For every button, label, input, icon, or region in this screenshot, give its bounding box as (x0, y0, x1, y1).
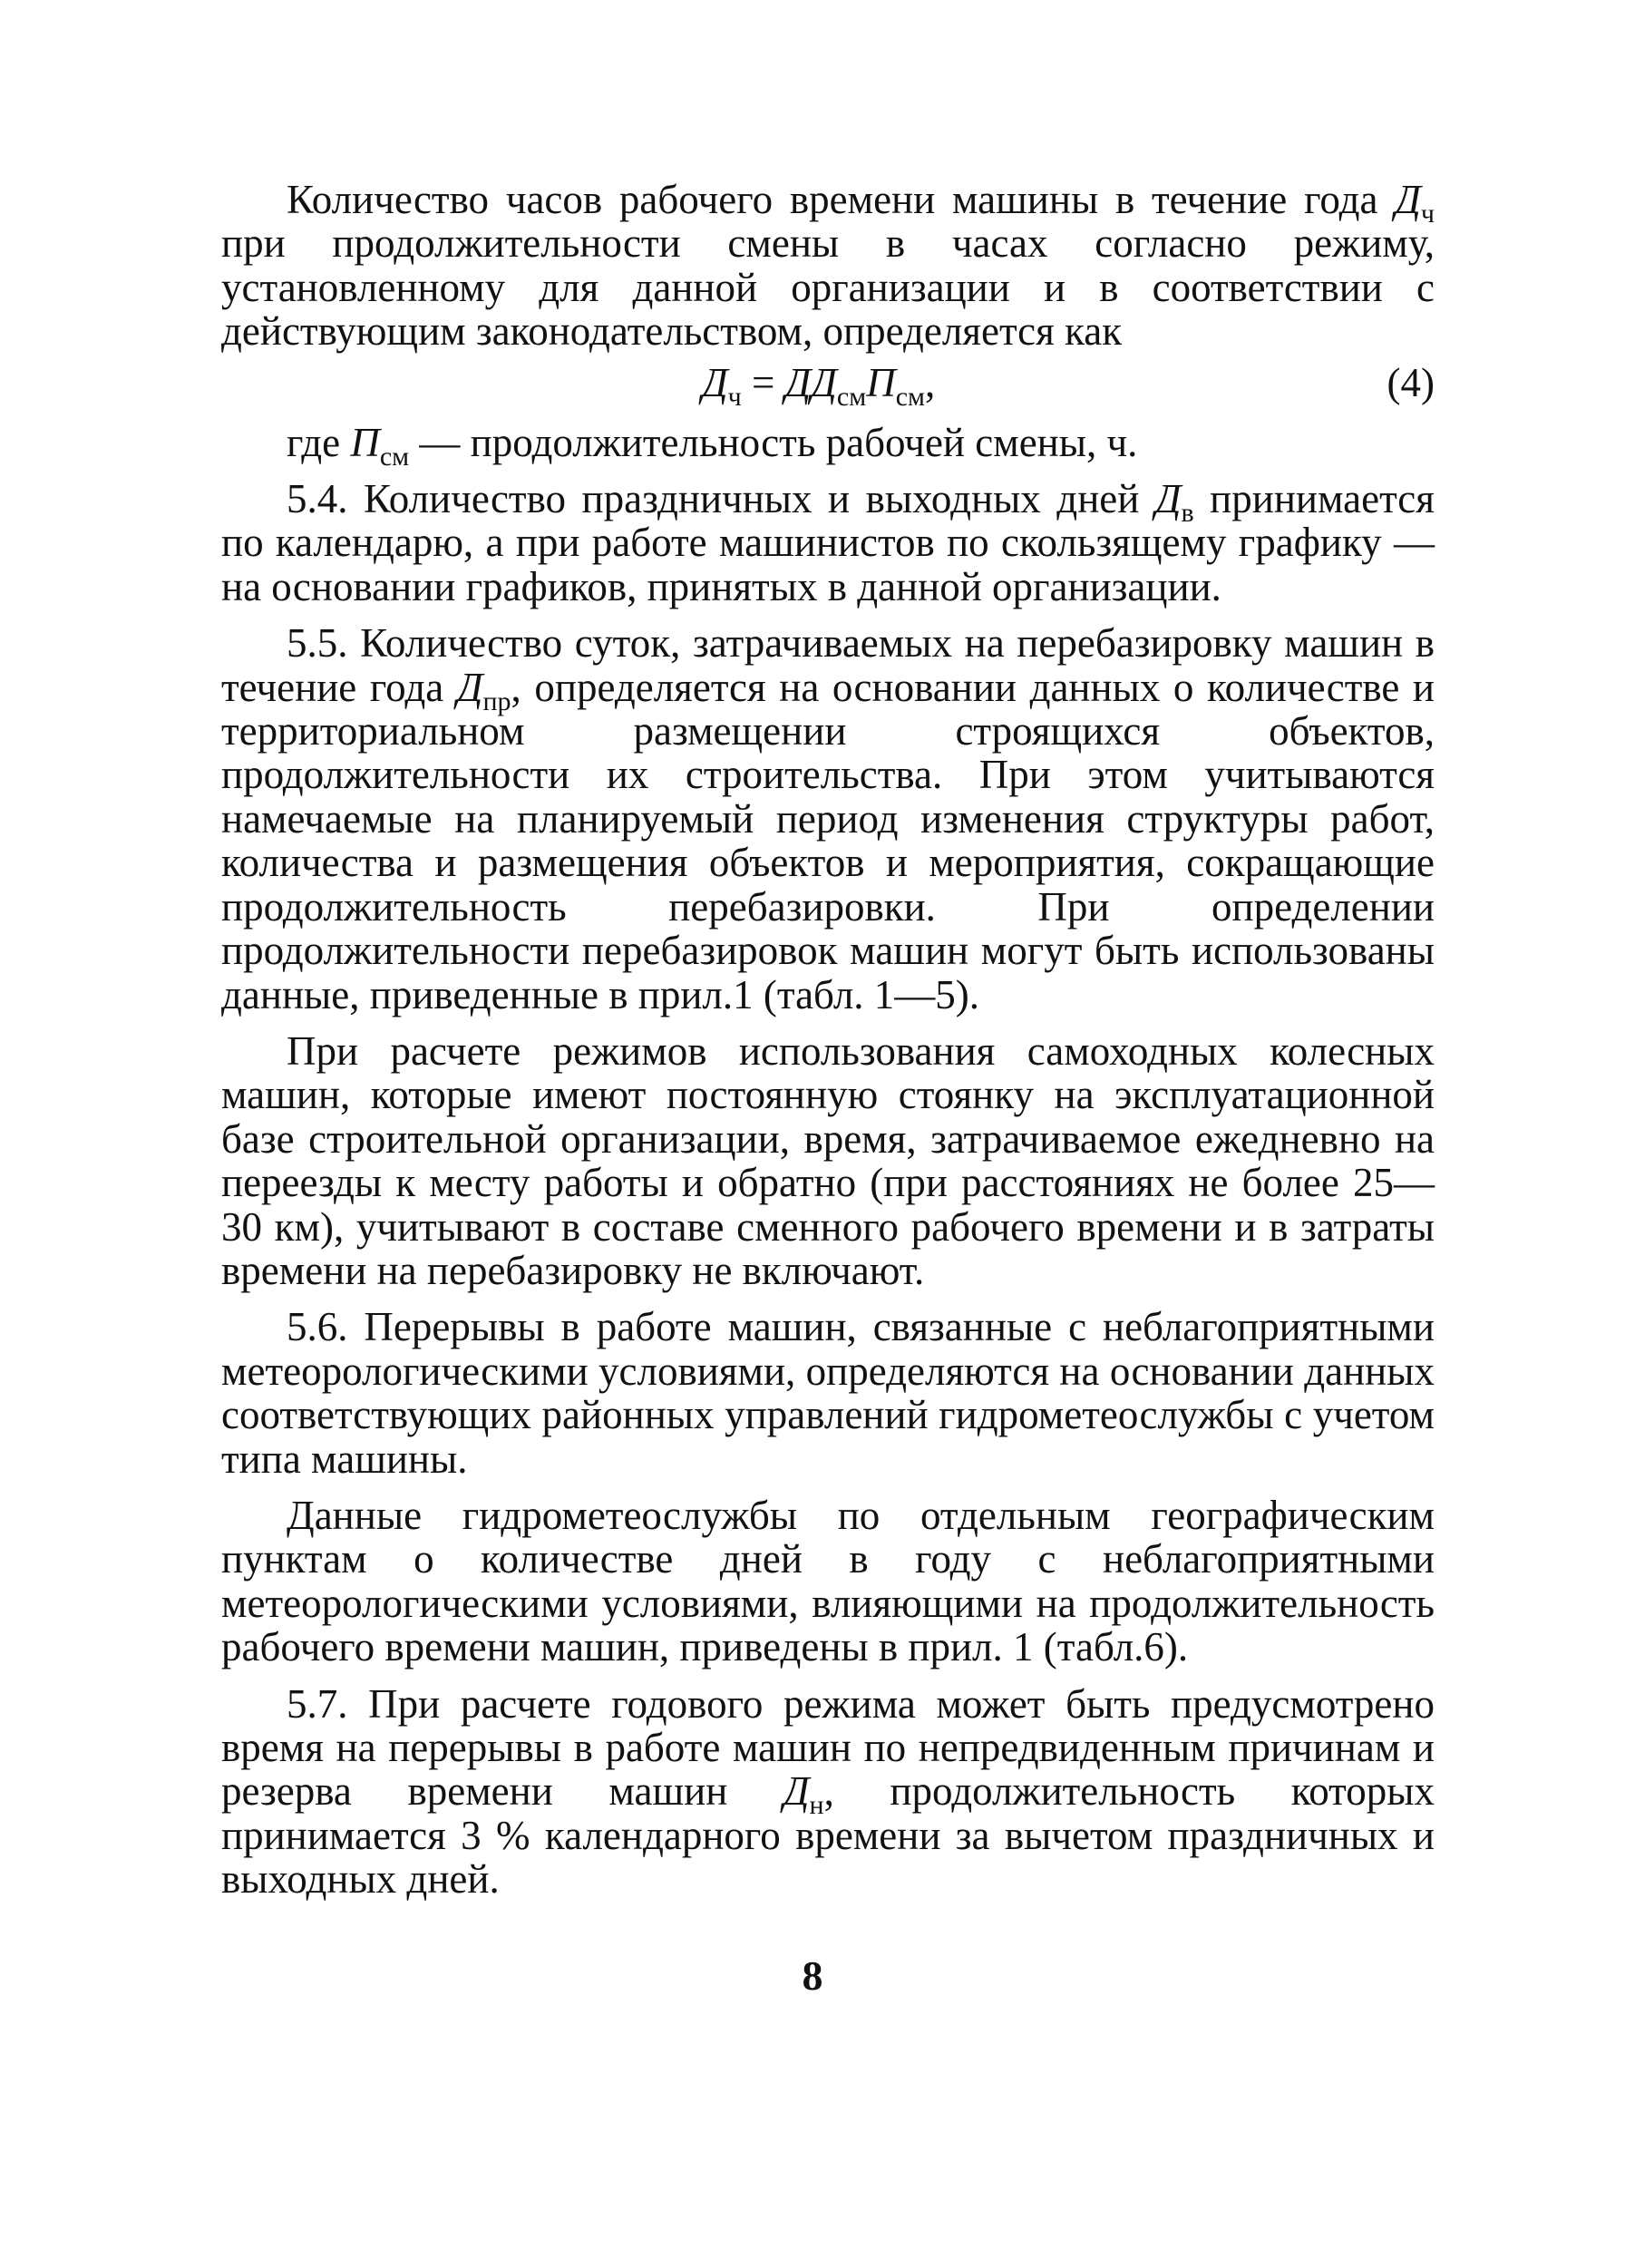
paragraph-5-7: 5.7. При расчете годового режима может быть предусмотрено время на перерывы в работе машин по непредвиденным причинам и резерва времени машин $Д_н$, продолжительность которых принимается 3 % календарного времени за вычетом праздничных и выходных дней. (221, 1680, 1435, 1903)
symbol-d-ch: $Д_ч$ (1395, 177, 1435, 229)
formula-expression: $Д_ч = ДД_{см}П_{см}$, (702, 359, 936, 412)
symbol-p-sm: $П_{см}$ (350, 419, 410, 472)
formula-number: (4) (1387, 359, 1435, 405)
symbol-d-v: $Д_в$ (1154, 476, 1194, 529)
formula-legend: где $П_{см}$ — продолжительность рабочей смены, ч. (287, 419, 1138, 472)
symbol-d-n: $Д_н$ (783, 1768, 824, 1821)
symbol-d-pr: $Д_{пр}$ (456, 664, 511, 716)
paragraph-hydromet-data: Данные гидрометеослужбы по отдельным географическим пунктам о количестве дней в году с неблагоприятными метеорологическими условиями, влияющими на продолжительность рабочего времени машин, приведены в прил. 1 (табл.6). (221, 1492, 1435, 1670)
paragraph-5-6: 5.6. Перерывы в работе машин, связанные с неблагоприятными метеорологическими условиями, определяются на основании данных соответствующих районных управлений гидрометеослужбы с учетом типа машины. (221, 1304, 1435, 1482)
formula-4 (221, 354, 1435, 421)
page-body (221, 178, 1435, 1902)
paragraph-annual-hours: Количество часов рабочего времени машины в течение года $Д_ч$ при продолжительности смены в часах согласно режиму, установленному для данной организации и в соответствии с действующим законодательством, определяется как (221, 177, 1435, 355)
paragraph-5-4: 5.4. Количество праздничных и выходных дней $Д_в$ принимается по календарю, а при работе машинистов по скользящему графику — на основании графиков, принятых в данной организации. (221, 476, 1435, 609)
paragraph-wheeled-machines: При расчете режимов использования самоходных колесных машин, которые имеют постоянную стоянку на эксплуатационной базе строительной организации, время, затрачиваемое ежедневно на переезды к месту работы и обратно (при расстояниях не более 25—30 км), учитывают в составе сменного рабочего времени и в затраты времени на перебазировку не включают. (221, 1027, 1435, 1293)
page-number: 8 (802, 1952, 823, 1999)
paragraph-5-5: 5.5. Количество суток, затрачиваемых на перебазировку машин в течение года $Д_{пр}$, определяется на основании данных о количестве и территориальном размещении строящихся объектов, продолжительности их строительства. При этом учитываются намечаемые на планируемый период изменения структуры работ, количества и размещения объектов и мероприятия, сокращающие продолжительность перебазировки. При определении продолжительности перебазировок машин могут быть использованы данные, приведенные в прил.1 (табл. 1—5). (221, 620, 1435, 1017)
